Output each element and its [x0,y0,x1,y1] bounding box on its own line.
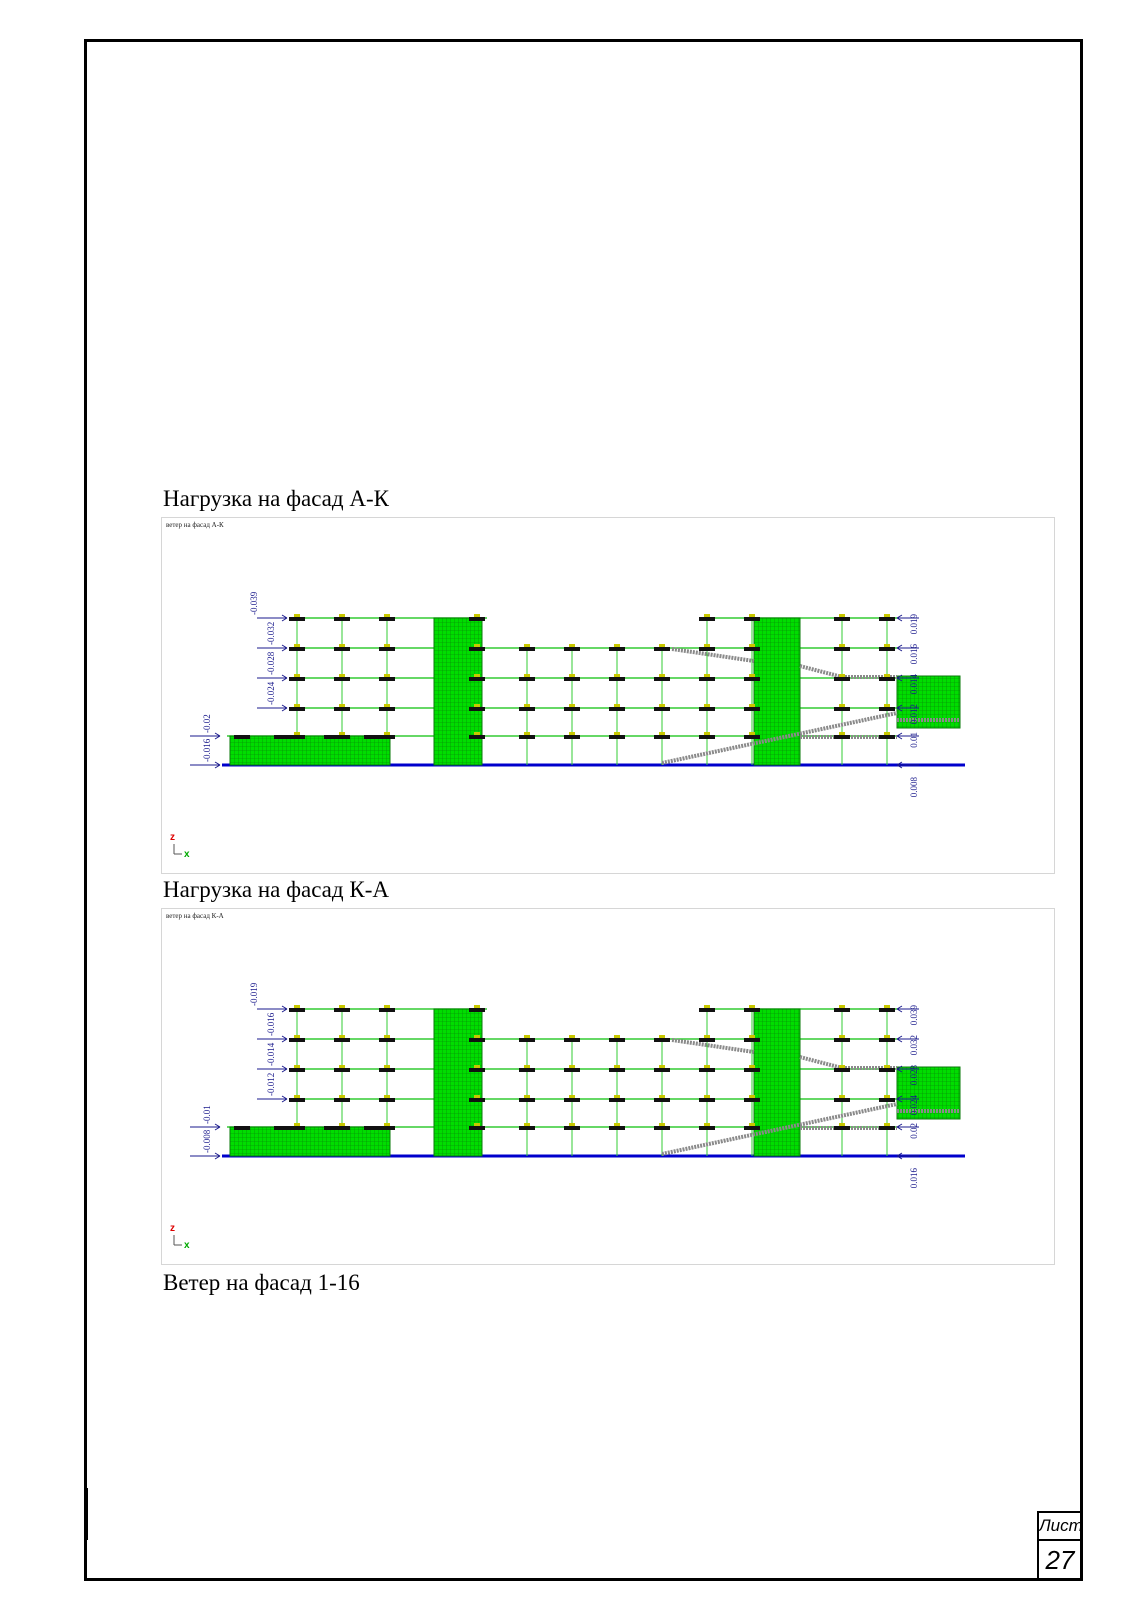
load-node [879,617,895,621]
load-node [519,707,535,711]
load-node-cap [884,1065,890,1068]
load-value-label: 0.028 [909,1065,919,1086]
load-node-cap [704,644,710,647]
load-node [834,1126,850,1130]
load-node [334,1068,350,1072]
load-node-cap [524,1123,530,1126]
load-node-cap [614,1035,620,1038]
load-node [879,1098,895,1102]
load-node-cap [339,674,345,677]
load-node-cap [659,1035,665,1038]
load-node [699,735,715,739]
load-node [879,677,895,681]
frame-edge-mark [86,1488,88,1540]
load-node-cap [294,1095,300,1098]
axis-z-label: z [170,1223,175,1234]
load-value-label: 0.02 [909,1123,919,1139]
load-node-cap [294,1123,300,1126]
load-node-cap [884,704,890,707]
load-node-cap [749,1123,755,1126]
load-node [379,735,395,739]
load-node [834,735,850,739]
load-node-cap [294,732,300,735]
load-node-cap [524,644,530,647]
panel-caption: ветер на фасад К-А [166,912,224,920]
load-node-cap [294,1065,300,1068]
load-node [834,1098,850,1102]
load-node [564,1098,580,1102]
load-node [744,1098,760,1102]
load-node [289,677,305,681]
load-node [379,1098,395,1102]
load-node-cap [524,1065,530,1068]
load-node-cap [749,1095,755,1098]
load-node [379,1008,395,1012]
panel-caption: ветер на фасад А-К [166,521,224,529]
load-node-cap [384,732,390,735]
load-node-cap [569,1123,575,1126]
load-node [469,677,485,681]
load-node-cap [384,1035,390,1038]
load-node-cap [339,1095,345,1098]
load-value-label: -0.01 [202,1105,212,1124]
load-node-cap [339,1035,345,1038]
load-node [699,1126,715,1130]
load-node [324,1126,340,1130]
load-node-cap [749,704,755,707]
load-node [699,1068,715,1072]
load-node-cap [339,732,345,735]
load-node [289,1008,305,1012]
load-node [654,1126,670,1130]
load-node [609,1098,625,1102]
load-node [834,677,850,681]
load-node [654,1098,670,1102]
load-node-cap [569,674,575,677]
load-node [469,647,485,651]
load-node [519,1068,535,1072]
load-node [654,707,670,711]
load-node-cap [839,732,845,735]
load-node [879,707,895,711]
load-node [879,647,895,651]
load-node [834,647,850,651]
load-node-cap [384,1123,390,1126]
load-node [564,707,580,711]
load-node [699,1008,715,1012]
load-node [699,1098,715,1102]
load-value-label: 0.01 [909,732,919,748]
load-node-cap [659,1095,665,1098]
load-node-cap [339,1123,345,1126]
load-node [234,735,250,739]
load-node [744,735,760,739]
load-node [699,617,715,621]
load-value-label: 0.016 [909,644,919,665]
load-node-cap [474,732,480,735]
load-node [519,1098,535,1102]
facade-model-drawing [162,909,1056,1266]
load-node-cap [339,704,345,707]
load-node [469,617,485,621]
load-node-cap [294,1035,300,1038]
load-node-cap [524,1035,530,1038]
load-node-cap [749,644,755,647]
annex-block-left [230,736,390,765]
load-node [564,1068,580,1072]
load-node-cap [384,644,390,647]
load-node-cap [839,1095,845,1098]
load-node [564,1126,580,1130]
load-node-cap [569,1065,575,1068]
load-node [834,707,850,711]
load-value-label: 0.014 [909,674,919,695]
load-node-cap [704,614,710,617]
load-node [654,1068,670,1072]
load-value-label: -0.028 [266,651,276,675]
load-node-cap [524,732,530,735]
load-value-label: -0.032 [266,621,276,645]
title-block-sheet-number: 27 [1037,1539,1081,1581]
load-node [744,677,760,681]
load-node [744,1008,760,1012]
load-value-label: 0.008 [909,777,919,798]
load-node-cap [884,1035,890,1038]
load-node [364,1126,380,1130]
load-node-cap [704,732,710,735]
load-node-cap [524,704,530,707]
model-panel-facade-ak [161,517,1055,874]
load-value-label: 0.039 [909,1005,919,1026]
load-value-label: 0.032 [909,1035,919,1056]
load-value-label: 0.012 [909,704,919,725]
load-node-cap [749,674,755,677]
load-node-cap [474,1065,480,1068]
core-wall-left [434,1009,482,1156]
axis-x-label: x [184,1240,190,1251]
load-node-cap [839,1005,845,1008]
load-node-cap [569,704,575,707]
load-node-cap [569,1035,575,1038]
load-node [744,1126,760,1130]
load-value-label: -0.039 [249,591,259,615]
load-node [654,677,670,681]
load-node [364,735,380,739]
load-node [469,1038,485,1042]
load-node [379,1038,395,1042]
load-node-cap [884,614,890,617]
load-node [564,677,580,681]
ramp [800,1057,842,1068]
model-panel-facade-ka [161,908,1055,1265]
load-node-cap [614,644,620,647]
load-node [879,1068,895,1072]
load-node [289,1068,305,1072]
load-node-cap [524,674,530,677]
facade-model-drawing [162,518,1056,875]
load-node-cap [704,1035,710,1038]
load-node-cap [294,1005,300,1008]
load-node-cap [339,1065,345,1068]
load-node [834,1068,850,1072]
load-node [334,1098,350,1102]
load-node-cap [384,674,390,677]
load-node [324,735,340,739]
load-node-cap [839,674,845,677]
load-node [744,1038,760,1042]
load-node [699,1038,715,1042]
load-node [379,617,395,621]
load-node-cap [474,614,480,617]
load-node-cap [839,1035,845,1038]
load-node [744,617,760,621]
load-value-label: -0.02 [202,714,212,733]
load-node-cap [884,674,890,677]
load-node [379,647,395,651]
load-node-cap [704,704,710,707]
load-node-cap [614,1123,620,1126]
load-node [334,1038,350,1042]
load-node-cap [839,1123,845,1126]
heading-facade-ak: Нагрузка на фасад А-К [163,486,389,511]
annex-block-left [230,1127,390,1156]
load-value-label: -0.016 [266,1012,276,1036]
load-node [564,735,580,739]
load-node-cap [704,1095,710,1098]
load-node [289,707,305,711]
load-node-cap [384,704,390,707]
load-node-cap [384,1095,390,1098]
load-node [744,1068,760,1072]
load-node-cap [884,1095,890,1098]
load-node-cap [749,1065,755,1068]
load-node [519,1038,535,1042]
load-node-cap [614,674,620,677]
load-node-cap [474,644,480,647]
load-node-cap [839,644,845,647]
load-value-label: 0.024 [909,1095,919,1116]
load-node [379,677,395,681]
load-node [879,735,895,739]
load-node [699,707,715,711]
load-node [289,617,305,621]
load-node-cap [659,674,665,677]
load-value-label: -0.019 [249,982,259,1006]
load-node-cap [474,1035,480,1038]
load-node-cap [884,644,890,647]
load-value-label: -0.024 [266,681,276,705]
load-node [334,677,350,681]
load-node-cap [474,674,480,677]
load-node [289,735,305,739]
load-node [744,707,760,711]
load-node-cap [294,614,300,617]
load-node-cap [659,644,665,647]
load-node [519,677,535,681]
heading-facade-1-16: Ветер на фасад 1-16 [163,1270,360,1295]
load-node [289,647,305,651]
load-node [469,735,485,739]
load-node [609,1038,625,1042]
load-node [834,617,850,621]
load-node [654,735,670,739]
load-node-cap [704,1005,710,1008]
load-node [469,1098,485,1102]
load-value-label: -0.016 [202,738,212,762]
load-node-cap [659,1123,665,1126]
ramp [800,666,842,677]
load-node-cap [294,644,300,647]
load-node-cap [474,1123,480,1126]
load-node-cap [294,704,300,707]
load-node [609,1126,625,1130]
load-node-cap [569,644,575,647]
load-node-cap [474,1005,480,1008]
load-node [879,1008,895,1012]
load-node [609,735,625,739]
load-node [609,1068,625,1072]
load-node [334,707,350,711]
load-node-cap [749,732,755,735]
title-block-sheet-label: Лист [1037,1511,1081,1541]
load-node [519,647,535,651]
load-node [519,1126,535,1130]
load-node-cap [884,1005,890,1008]
load-node [469,1068,485,1072]
load-node [289,1126,305,1130]
load-node-cap [884,1123,890,1126]
load-node [379,1126,395,1130]
load-node-cap [614,704,620,707]
load-node-cap [884,732,890,735]
load-node [469,707,485,711]
load-node-cap [704,1065,710,1068]
load-node-cap [659,732,665,735]
load-node [564,1038,580,1042]
axis-x-label: x [184,849,190,860]
load-node [654,1038,670,1042]
load-node [699,647,715,651]
load-node [274,735,290,739]
load-value-label: -0.012 [266,1072,276,1096]
load-node [334,1008,350,1012]
load-value-label: -0.014 [266,1042,276,1066]
load-node-cap [614,1095,620,1098]
load-node-cap [384,614,390,617]
load-node-cap [704,1123,710,1126]
load-node-cap [384,1005,390,1008]
load-node [834,1038,850,1042]
load-value-label: 0.016 [909,1168,919,1189]
load-node [234,1126,250,1130]
load-node-cap [749,1035,755,1038]
load-node [609,647,625,651]
load-node-cap [384,1065,390,1068]
load-node-cap [614,1065,620,1068]
load-node [879,1038,895,1042]
load-node [469,1126,485,1130]
load-node [564,647,580,651]
load-node [379,1068,395,1072]
load-node [744,647,760,651]
load-value-label: 0.019 [909,614,919,635]
load-node [879,1126,895,1130]
load-node-cap [524,1095,530,1098]
load-node [379,707,395,711]
load-node [289,1098,305,1102]
load-node [519,735,535,739]
load-node-cap [704,674,710,677]
load-node-cap [339,644,345,647]
load-node [334,647,350,651]
load-node [469,1008,485,1012]
load-node [274,1126,290,1130]
load-node-cap [569,732,575,735]
load-node [654,647,670,651]
load-node-cap [614,732,620,735]
load-node [699,677,715,681]
load-node-cap [474,704,480,707]
load-node-cap [474,1095,480,1098]
load-node-cap [339,1005,345,1008]
load-node-cap [839,1065,845,1068]
load-value-label: -0.008 [202,1129,212,1153]
load-node-cap [659,1065,665,1068]
load-node-cap [749,614,755,617]
core-wall-left [434,618,482,765]
load-node-cap [294,674,300,677]
axis-z-label: z [170,832,175,843]
load-node [609,677,625,681]
load-node-cap [659,704,665,707]
load-node-cap [839,704,845,707]
load-node [609,707,625,711]
load-node-cap [839,614,845,617]
load-node-cap [339,614,345,617]
load-node-cap [569,1095,575,1098]
load-node [289,1038,305,1042]
heading-facade-ka: Нагрузка на фасад К-А [163,877,389,902]
load-node-cap [749,1005,755,1008]
load-node [334,617,350,621]
load-node [834,1008,850,1012]
